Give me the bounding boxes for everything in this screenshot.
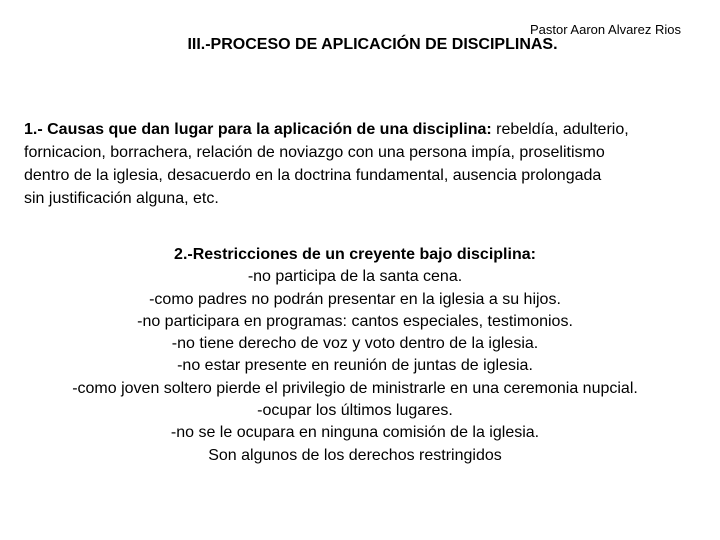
restriction-item: -no estar presente en reunión de juntas de iglesia.: [177, 357, 533, 375]
causes-line-1: [24, 118, 714, 141]
restriction-item: -no tiene derecho de voz y voto dentro de la iglesia.: [171, 335, 539, 353]
slide-title: III.-PROCESO DE APLICACIÓN DE DISCIPLINAS.: [187, 36, 558, 53]
causes-text-1: rebeldía, adulterio,: [491, 121, 629, 138]
restriction-item: -no participara en programas: cantos especiales, testimonios.: [137, 312, 573, 330]
restriction-item: -como joven soltero pierde el privilegio de ministrarle en una ceremonia nupcial.: [72, 379, 638, 397]
causes-line-4: sin justificación alguna, etc.: [24, 190, 219, 207]
restriction-item: -no participa de la santa cena.: [247, 268, 463, 286]
causes-heading: 1.- Causas que dan lugar para la aplicación de una disciplina:: [24, 121, 492, 138]
restriction-item: -como padres no podrán presentar en la iglesia a su hijos.: [149, 290, 561, 308]
causes-paragraph: [24, 118, 714, 210]
restrictions-block: [0, 244, 710, 467]
causes-line-2: fornicacion, borrachera, relación de noviazgo con una persona impía, proselitismo: [24, 144, 605, 161]
restriction-item: -no se le ocupara en ninguna comisión de la iglesia.: [170, 424, 540, 442]
restrictions-closing: Son algunos de los derechos restringidos: [208, 446, 502, 464]
causes-line-3: dentro de la iglesia, desacuerdo en la doctrina fundamental, ausencia prolongada: [24, 167, 602, 184]
author-name: Pastor Aaron Alvarez Rios: [529, 22, 681, 37]
restrictions-heading: 2.-Restricciones de un creyente bajo disciplina:: [174, 246, 536, 263]
restriction-item: -ocupar los últimos lugares.: [257, 402, 453, 420]
